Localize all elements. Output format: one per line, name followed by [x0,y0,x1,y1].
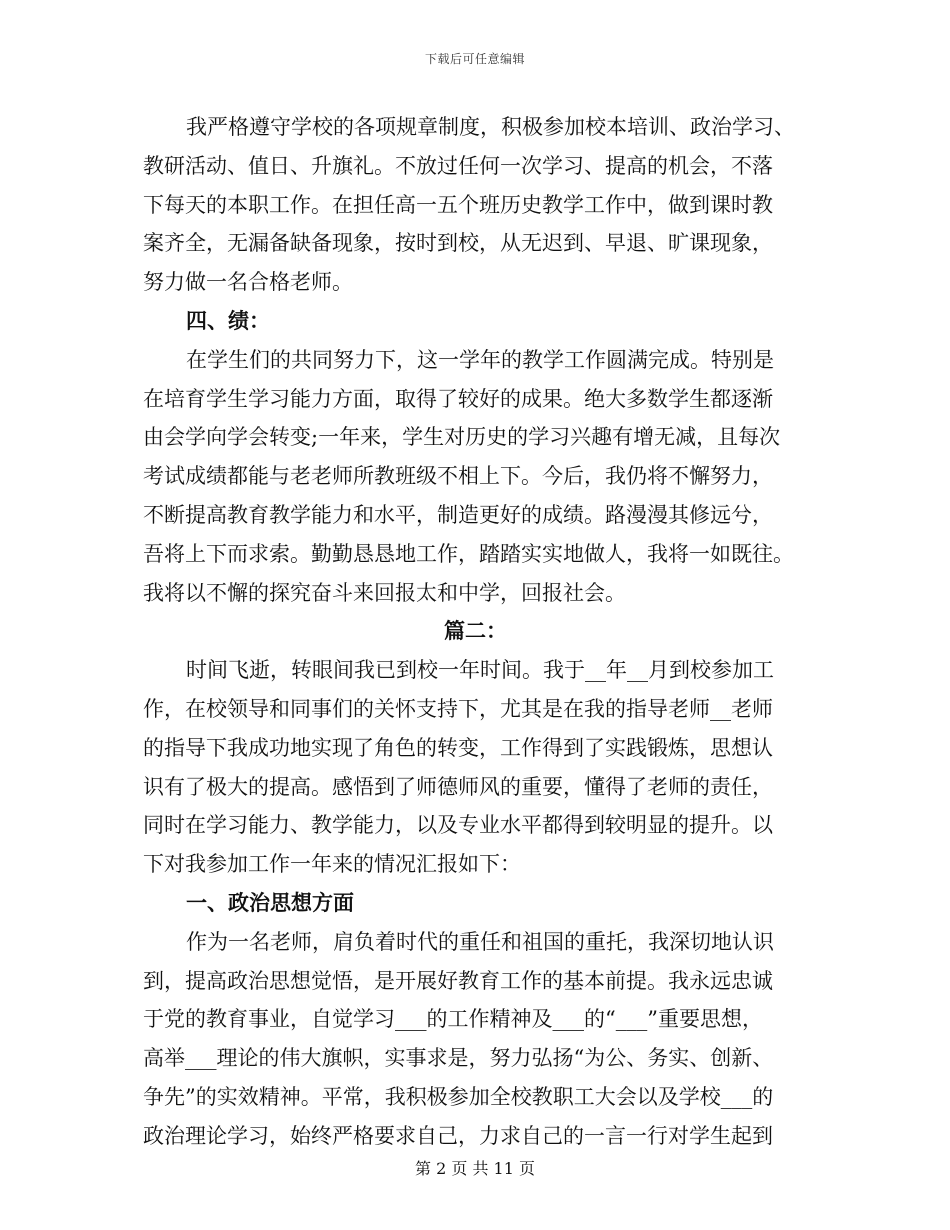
paragraph-line: 作为一名老师，肩负着时代的重任和祖国的重托，我深切地认识 [186,929,774,954]
paragraph-line: 我严格遵守学校的各项规章制度，积极参加校本培训、政治学习、 [186,115,795,139]
paragraph-line: 政治理论学习，始终严格要求自己，力求自己的一言一行对学生起到 [143,1123,773,1148]
paragraph-line: 教研活动、值日、升旗礼。不放过任何一次学习、提高的机会，不落 [143,153,773,178]
document-body [143,108,808,1156]
paragraph-line: 到，提高政治思想觉悟，是开展好教育工作的基本前提。我永远忠诚 [143,968,773,993]
paragraph-line: 由会学向学会转变;一年来，学生对历史的学习兴趣有增无减，且每次 [143,425,781,450]
paragraph-line: 同时在学习能力、教学能力，以及专业水平都得到较明显的提升。以 [143,813,773,838]
paragraph-line: 的指导下我成功地实现了角色的转变，工作得到了实践锻炼，思想认 [143,735,773,760]
paragraph-line: 在培育学生学习能力方面，取得了较好的成果。绝大多数学生都逐渐 [143,386,773,411]
paragraph-line: 我将以不懈的探究奋斗来回报太和中学，回报社会。 [143,580,626,605]
paragraph-line: 案齐全，无漏备缺备现象，按时到校，从无迟到、早退、旷课现象， [143,231,773,256]
paragraph-line: 作，在校领导和同事们的关怀支持下，尤其是在我的指导老师__老师 [143,696,773,721]
paragraph-line: 识有了极大的提高。感悟到了师德师风的重要，懂得了老师的责任， [143,774,773,799]
page-footer: 第 2 页 共 11 页 [415,1159,535,1178]
paragraph-line: 吾将上下而求索。勤勤恳恳地工作，踏踏实实地做人，我将一如既往。 [143,541,794,566]
paragraph-line: 下每天的本职工作。在担任高一五个班历史教学工作中，做到课时教 [143,192,773,217]
paragraph-line: 于党的教育事业，自觉学习___的工作精神及___的“___”重要思想， [143,1007,763,1032]
page-header: 下载后可任意编辑 [424,52,525,66]
section-heading: 一、政治思想方面 [186,889,354,915]
paragraph-line: 努力做一名合格老师。 [143,270,353,295]
paragraph-line: 在学生们的共同努力下，这一学年的教学工作圆满完成。特别是 [186,347,774,372]
section-heading: 四、绩： [186,307,270,333]
paragraph-line: 考试成绩都能与老老师所教班级不相上下。今后，我仍将不懈努力， [143,464,773,489]
chapter-title: 篇二： [444,618,507,644]
paragraph-line: 不断提高教育教学能力和水平，制造更好的成绩。路漫漫其修远兮， [143,502,773,527]
paragraph-line: 下对我参加工作一年来的情况汇报如下： [143,852,521,877]
paragraph-line: 时间飞逝，转眼间我已到校一年时间。我于__年__月到校参加工 [186,658,774,683]
paragraph-line: 争先”的实效精神。平常，我积极参加全校教职工大会以及学校___的 [143,1084,774,1109]
paragraph-line: 高举___理论的伟大旗帜，实事求是，努力弘扬“为公、务实、创新、 [143,1046,774,1071]
